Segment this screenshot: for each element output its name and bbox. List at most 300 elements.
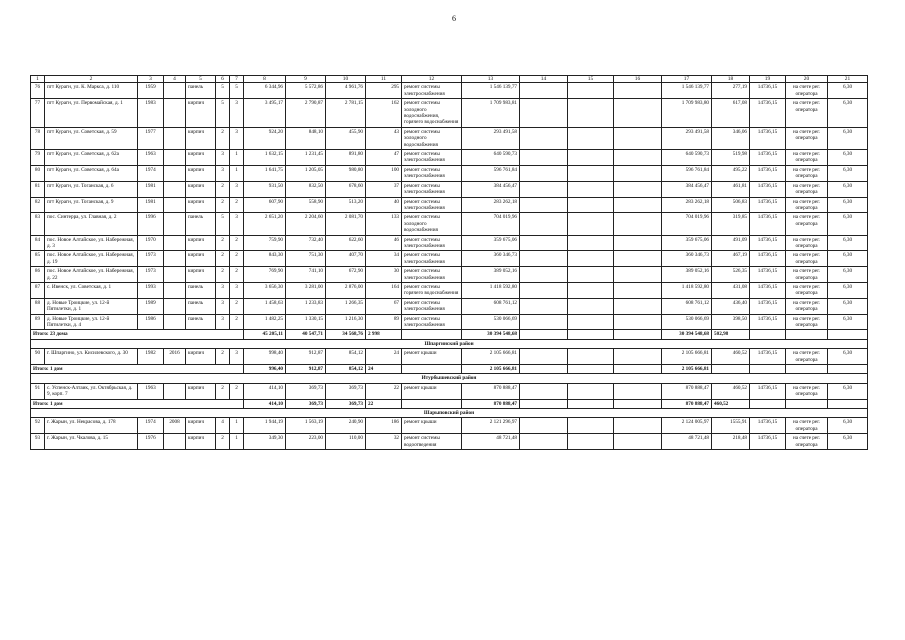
table-row	[31, 197, 868, 213]
table-cell: 76	[31, 83, 45, 99]
total-cell: 912,87	[286, 365, 326, 374]
table-cell: 14736,15	[750, 434, 786, 450]
table-cell: 2 105 666,81	[662, 349, 712, 365]
register-table	[30, 75, 868, 450]
total-cell: 996,40	[244, 365, 286, 374]
total-cell	[520, 365, 568, 374]
column-number: 6	[216, 76, 230, 83]
table-cell: 3	[216, 165, 230, 181]
table-cell: 14736,15	[750, 298, 786, 314]
table-cell	[568, 213, 614, 235]
table-cell: ремонт системы холодного водоснабжения	[402, 213, 462, 235]
table-cell: 40	[366, 197, 402, 213]
table-cell: пгт Курагн, ул. Тоганская, д. 6	[45, 181, 138, 197]
table-cell: 2 651,20	[244, 213, 286, 235]
column-number: 21	[828, 76, 868, 83]
table-cell: 1970	[138, 235, 164, 251]
table-cell: на счете рег. оператора	[786, 383, 828, 399]
table-cell	[568, 251, 614, 267]
table-cell: 384 456,47	[662, 181, 712, 197]
district-heading-row	[31, 374, 868, 383]
table-cell: 1 709 983,81	[462, 99, 520, 128]
table-cell: 2	[230, 197, 244, 213]
table-cell: на счете рег. оператора	[786, 282, 828, 298]
table-cell: 85	[31, 251, 45, 267]
table-cell	[568, 181, 614, 197]
table-cell	[568, 434, 614, 450]
table-cell: с. Ивенск, ул. Советская, д. 1	[45, 282, 138, 298]
table-cell: 2	[230, 298, 244, 314]
table-cell: 759,90	[244, 235, 286, 251]
table-cell: 6 344,96	[244, 83, 286, 99]
table-cell: 14736,15	[750, 418, 786, 434]
table-row	[31, 127, 868, 149]
total-cell	[750, 365, 786, 374]
table-cell: 1 418 592,80	[662, 282, 712, 298]
table-cell: 46	[366, 235, 402, 251]
district-name: Шарыповский район	[31, 409, 868, 418]
table-cell: 6,30	[828, 99, 868, 128]
total-cell: 22	[366, 399, 402, 408]
table-cell: 1 231,45	[286, 150, 326, 166]
total-label: Итого: 1 дом	[31, 365, 244, 374]
table-cell: 359 675,06	[662, 235, 712, 251]
table-row	[31, 267, 868, 283]
total-cell	[568, 365, 614, 374]
table-cell: 407,70	[326, 251, 366, 267]
table-cell: пгт Курагн, ул. К. Маркса, д. 110	[45, 83, 138, 99]
table-cell	[614, 197, 662, 213]
table-cell: 293 491,58	[462, 127, 520, 149]
table-cell: панель	[186, 213, 216, 235]
table-cell: 980,80	[326, 165, 366, 181]
table-cell	[614, 298, 662, 314]
table-cell: 1 641,75	[244, 165, 286, 181]
table-cell: 1963	[138, 383, 164, 399]
table-cell	[164, 314, 186, 330]
table-cell: 218,48	[712, 434, 750, 450]
table-cell: 2008	[164, 418, 186, 434]
table-cell: 1	[230, 418, 244, 434]
total-cell	[750, 330, 786, 339]
district-heading-row	[31, 339, 868, 348]
table-cell	[164, 251, 186, 267]
table-cell: 3	[216, 150, 230, 166]
table-cell: 1 266,35	[326, 298, 366, 314]
table-cell: 88	[31, 298, 45, 314]
table-cell: 6,30	[828, 383, 868, 399]
table-cell	[568, 314, 614, 330]
table-cell	[614, 251, 662, 267]
table-cell: 223,00	[286, 434, 326, 450]
table-cell	[614, 418, 662, 434]
table-cell: 81	[31, 181, 45, 197]
table-cell: на счете рег. оператора	[786, 349, 828, 365]
column-number: 14	[520, 76, 568, 83]
table-cell: 283 262,18	[662, 197, 712, 213]
table-cell: 14736,15	[750, 314, 786, 330]
table-cell: с. Успенск-Алтаик, ул. Октябрьская, д. 9, корп. 7	[45, 383, 138, 399]
table-cell: 2 121 296,97	[462, 418, 520, 434]
table-row	[31, 165, 868, 181]
table-cell: 24	[366, 349, 402, 365]
table-cell	[164, 213, 186, 235]
table-cell	[614, 83, 662, 99]
table-cell	[164, 235, 186, 251]
table-cell: 1 330,15	[286, 314, 326, 330]
table-cell	[614, 181, 662, 197]
table-cell	[568, 418, 614, 434]
table-cell: 360 346,73	[662, 251, 712, 267]
table-cell: 293 491,58	[662, 127, 712, 149]
table-cell	[520, 251, 568, 267]
total-cell: 2 105 666,81	[662, 365, 712, 374]
table-cell: 1973	[138, 267, 164, 283]
total-label: Итого: 23 дома	[31, 330, 244, 339]
column-number: 16	[614, 76, 662, 83]
table-cell: 283 262,18	[462, 197, 520, 213]
table-cell: кирпич	[186, 434, 216, 450]
table-cell: 1973	[138, 251, 164, 267]
table-cell: 519,98	[712, 150, 750, 166]
column-number: 7	[230, 76, 244, 83]
total-cell: 369,73	[286, 399, 326, 408]
table-cell	[614, 213, 662, 235]
table-cell: кирпич	[186, 181, 216, 197]
table-row	[31, 181, 868, 197]
table-cell: 617,08	[712, 99, 750, 128]
table-cell	[568, 197, 614, 213]
table-cell: 6,30	[828, 165, 868, 181]
table-cell: пос. Синтерра, ул. Главная, д. 2	[45, 213, 138, 235]
column-number: 10	[326, 76, 366, 83]
table-cell: 6,30	[828, 267, 868, 283]
table-cell: 2	[230, 383, 244, 399]
table-cell	[568, 298, 614, 314]
table-cell: 5 572,86	[286, 83, 326, 99]
table-cell: 1 482,25	[244, 314, 286, 330]
table-cell: 14736,15	[750, 349, 786, 365]
table-cell: 1 216,30	[326, 314, 366, 330]
table-cell: пгт Курагн, ул. Советская, д. 62а	[45, 150, 138, 166]
table-cell: 3 495,17	[244, 99, 286, 128]
table-cell: 467,19	[712, 251, 750, 267]
table-cell: 90	[31, 349, 45, 365]
table-cell: 741,10	[286, 267, 326, 283]
table-cell: на счете рег. оператора	[786, 314, 828, 330]
column-number: 17	[662, 76, 712, 83]
table-cell	[568, 150, 614, 166]
table-cell: 6,30	[828, 181, 868, 197]
total-cell: 30 394 548,68	[662, 330, 712, 339]
table-cell: на счете рег. оператора	[786, 150, 828, 166]
table-cell: 622,60	[326, 235, 366, 251]
table-row	[31, 314, 868, 330]
column-number: 2	[45, 76, 138, 83]
table-cell: 359 675,06	[462, 235, 520, 251]
table-cell: 5	[216, 83, 230, 99]
table-cell: 1	[230, 150, 244, 166]
table-cell	[520, 314, 568, 330]
table-cell: 6,30	[828, 349, 868, 365]
total-cell: 870 888,47	[662, 399, 712, 408]
table-cell: пгт Курагн, ул. Тоганская, д. 9	[45, 197, 138, 213]
table-cell: 558,90	[286, 197, 326, 213]
table-cell: 2 790,87	[286, 99, 326, 128]
table-cell: 2	[230, 235, 244, 251]
table-cell: 414,10	[244, 383, 286, 399]
table-cell: 1 563,19	[286, 418, 326, 434]
table-cell: ремонт системы холодного водоснабжения, горячего водоснабжения	[402, 99, 462, 128]
table-cell: 460,52	[712, 383, 750, 399]
table-cell: 495,22	[712, 165, 750, 181]
table-cell: ремонт системы электроснабжения	[402, 314, 462, 330]
table-cell: 530 066,69	[462, 314, 520, 330]
table-cell: д. Новые Троицкие, ул. 12-й Пятилетки, д. 1	[45, 298, 138, 314]
table-cell: на счете рег. оператора	[786, 251, 828, 267]
table-cell: 2	[230, 251, 244, 267]
table-cell: ремонт системы электроснабжения	[402, 150, 462, 166]
table-cell: 2	[216, 197, 230, 213]
table-cell: 506,83	[712, 197, 750, 213]
table-row	[31, 235, 868, 251]
table-cell: 1974	[138, 418, 164, 434]
table-cell: ремонт системы электроснабжения	[402, 251, 462, 267]
table-cell: 3	[230, 349, 244, 365]
table-cell: 2	[216, 235, 230, 251]
table-cell: 1 632,15	[244, 150, 286, 166]
total-cell	[750, 399, 786, 408]
table-cell: 1993	[138, 282, 164, 298]
table-cell: 769,90	[244, 267, 286, 283]
total-cell: 2 105 666,81	[462, 365, 520, 374]
table-cell: 530 066,69	[662, 314, 712, 330]
table-cell: 1976	[138, 434, 164, 450]
table-cell	[568, 83, 614, 99]
table-cell: 389 052,16	[662, 267, 712, 283]
table-cell: пос. Новое Алтайское, ул. Набережная, д. 19	[45, 251, 138, 267]
total-cell: 854,12	[326, 365, 366, 374]
table-cell: 83	[31, 213, 45, 235]
table-cell: 32	[366, 434, 402, 450]
table-cell: 843,30	[244, 251, 286, 267]
table-cell: 2 105 666,81	[462, 349, 520, 365]
total-cell	[568, 330, 614, 339]
table-cell	[520, 99, 568, 128]
table-cell: кирпич	[186, 418, 216, 434]
table-cell: 3	[216, 314, 230, 330]
column-number: 5	[186, 76, 216, 83]
table-cell: 89	[31, 314, 45, 330]
total-cell	[786, 330, 828, 339]
table-cell	[164, 150, 186, 166]
table-cell: 4	[216, 418, 230, 434]
table-cell: 3 656,30	[244, 282, 286, 298]
table-cell: 369,73	[286, 383, 326, 399]
table-cell: 1974	[138, 165, 164, 181]
table-cell: 48 721,48	[662, 434, 712, 450]
table-cell: ремонт системы электроснабжения	[402, 197, 462, 213]
table-cell: 186	[366, 418, 402, 434]
table-row	[31, 83, 868, 99]
total-cell: 45 205,11	[244, 330, 286, 339]
table-cell: 2 204,60	[286, 213, 326, 235]
table-cell: 6,30	[828, 213, 868, 235]
table-cell: кирпич	[186, 235, 216, 251]
table-cell: 1 205,05	[286, 165, 326, 181]
table-cell: 436,40	[712, 298, 750, 314]
table-cell	[164, 298, 186, 314]
table-cell: 91	[31, 383, 45, 399]
table-cell	[614, 267, 662, 283]
table-cell: 6,30	[828, 282, 868, 298]
table-cell: 319,85	[712, 213, 750, 235]
table-cell: 1 944,19	[244, 418, 286, 434]
district-heading-row	[31, 409, 868, 418]
table-cell: 14736,15	[750, 235, 786, 251]
table-cell: 2	[216, 383, 230, 399]
table-cell: кирпич	[186, 165, 216, 181]
table-cell: 92	[31, 418, 45, 434]
column-number: 20	[786, 76, 828, 83]
table-cell: 491,09	[712, 235, 750, 251]
table-cell: г. Жарын, ул. Некрасова, д. 178	[45, 418, 138, 434]
table-cell: на счете рег. оператора	[786, 418, 828, 434]
table-cell: 891,80	[326, 150, 366, 166]
table-cell: 1 233,83	[286, 298, 326, 314]
column-number: 12	[402, 76, 462, 83]
table-cell: ремонт системы водоотведения	[402, 434, 462, 450]
total-row	[31, 399, 868, 408]
total-cell	[402, 399, 462, 408]
table-cell: 1983	[138, 99, 164, 128]
table-cell: 14736,15	[750, 127, 786, 149]
table-cell: 3	[230, 99, 244, 128]
table-cell: на счете рег. оператора	[786, 197, 828, 213]
register-body	[31, 76, 868, 450]
table-cell: 2 081,70	[326, 213, 366, 235]
table-cell: 608 761,12	[462, 298, 520, 314]
table-cell: 608 761,12	[662, 298, 712, 314]
column-number: 4	[164, 76, 186, 83]
total-cell: 502,98	[712, 330, 750, 339]
table-cell: 751,30	[286, 251, 326, 267]
table-cell: 732,40	[286, 235, 326, 251]
table-cell: на счете рег. оператора	[786, 267, 828, 283]
table-cell: 2 124 005,97	[662, 418, 712, 434]
table-cell: ремонт системы электроснабжения	[402, 298, 462, 314]
table-cell	[520, 165, 568, 181]
column-number: 9	[286, 76, 326, 83]
table-cell: ремонт системы электроснабжения	[402, 83, 462, 99]
table-cell: 14736,15	[750, 267, 786, 283]
table-cell: 704 019,96	[662, 213, 712, 235]
table-cell: 6,30	[828, 127, 868, 149]
total-cell	[828, 365, 868, 374]
total-row	[31, 365, 868, 374]
table-cell: ремонт системы электроснабжения	[402, 235, 462, 251]
table-cell: 162	[366, 99, 402, 128]
table-row	[31, 298, 868, 314]
table-cell: 2	[216, 267, 230, 283]
table-cell: 2 781,15	[326, 99, 366, 128]
table-cell	[164, 434, 186, 450]
column-number: 13	[462, 76, 520, 83]
table-row	[31, 349, 868, 365]
table-cell: 14736,15	[750, 213, 786, 235]
table-cell: 48 721,48	[462, 434, 520, 450]
table-cell: панель	[186, 282, 216, 298]
table-cell: пос. Новое Алтайское, ул. Набережная, д. 3	[45, 235, 138, 251]
table-cell: 513,20	[326, 197, 366, 213]
table-cell: 47	[366, 150, 402, 166]
table-cell: 4 961,76	[326, 83, 366, 99]
table-row	[31, 434, 868, 450]
table-cell: 14736,15	[750, 165, 786, 181]
total-cell: 34 568,76	[326, 330, 366, 339]
table-cell: 3 281,00	[286, 282, 326, 298]
table-cell: 848,10	[286, 127, 326, 149]
table-cell: 640 590,73	[462, 150, 520, 166]
table-cell	[520, 418, 568, 434]
table-cell	[520, 383, 568, 399]
table-cell	[520, 267, 568, 283]
table-cell: 607,90	[244, 197, 286, 213]
table-cell	[614, 383, 662, 399]
table-cell: 30	[366, 267, 402, 283]
column-number: 3	[138, 76, 164, 83]
table-cell: г. Шпаргино, ул. Кисилевского, д. 30	[45, 349, 138, 365]
table-cell: 78	[31, 127, 45, 149]
table-row	[31, 150, 868, 166]
table-cell	[520, 127, 568, 149]
table-cell: 398,50	[712, 314, 750, 330]
table-cell: 14736,15	[750, 197, 786, 213]
table-cell: на счете рег. оператора	[786, 99, 828, 128]
table-cell: 1 709 983,80	[662, 99, 712, 128]
table-cell: на счете рег. оператора	[786, 127, 828, 149]
table-cell: 6,30	[828, 197, 868, 213]
table-cell: на счете рег. оператора	[786, 213, 828, 235]
total-cell	[786, 365, 828, 374]
table-cell	[520, 181, 568, 197]
table-cell: г. Жарын, ул. Чкалова, д. 15	[45, 434, 138, 450]
table-cell: 1 458,63	[244, 298, 286, 314]
table-cell: кирпич	[186, 267, 216, 283]
table-cell: на счете рег. оператора	[786, 83, 828, 99]
column-number: 11	[366, 76, 402, 83]
total-cell	[614, 399, 662, 408]
column-number: 15	[568, 76, 614, 83]
table-cell: 34	[366, 251, 402, 267]
total-cell	[568, 399, 614, 408]
table-cell: пос. Новое Алтайское, ул. Набережная, д. 22	[45, 267, 138, 283]
table-cell: 455,90	[326, 127, 366, 149]
table-cell: 678,60	[326, 181, 366, 197]
table-cell	[614, 349, 662, 365]
table-cell: пгт Курагн, ул. Советская, д. 64а	[45, 165, 138, 181]
table-cell: 43	[366, 127, 402, 149]
table-cell: 870 888,47	[662, 383, 712, 399]
table-cell: 596 761,84	[662, 165, 712, 181]
table-cell: 93	[31, 434, 45, 450]
table-cell: 1981	[138, 197, 164, 213]
table-cell: кирпич	[186, 251, 216, 267]
table-row	[31, 282, 868, 298]
table-cell: 1981	[138, 181, 164, 197]
table-cell: 6,30	[828, 150, 868, 166]
table-cell: на счете рег. оператора	[786, 235, 828, 251]
